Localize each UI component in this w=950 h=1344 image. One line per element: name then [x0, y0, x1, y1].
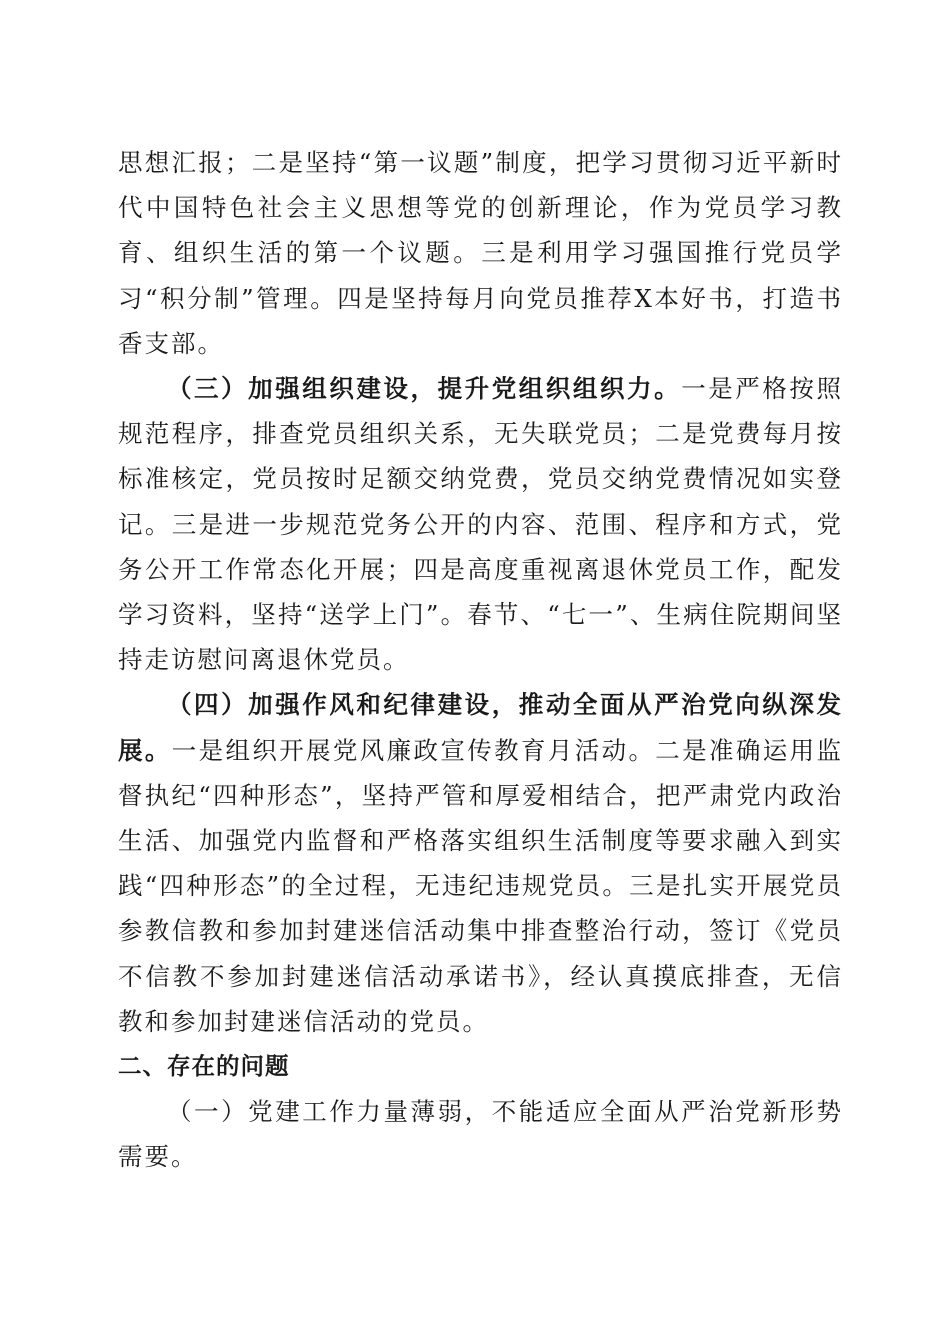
section-2-heading: 二、存在的问题: [118, 1052, 290, 1081]
paragraph-1: 思想汇报；二是坚持“第一议题”制度，把学习贯彻习近平新时代中国特色社会主义思想等党的创新理论，作为党员学习教育、组织生活的第一个议题。三是利用学习强国推行党员学习“积分制”管理。四是坚持每月向党员推荐X本好书，打造书香支部。: [118, 148, 843, 358]
document-body: [118, 140, 843, 1180]
paragraph-3: [118, 366, 843, 682]
paragraph-4: [118, 682, 843, 1044]
paragraph-3-body: 一是严格按照规范程序，排查党员组织关系，无失联党员；二是党费每月按标准核定，党员按时足额交纳党费，党员交纳党费情况如实登记。三是进一步规范党务公开的内容、范围、程序和方式，党务公开工作常态化开展；四是高度重视离退休党员工作，配发学习资料，坚持“送学上门”。春节、“七一”、生病住院期间坚持走访慰问离退休党员。: [118, 374, 843, 675]
paragraph-4-body: 一是组织开展党风廉政宣传教育月活动。二是准确运用监督执纪“四种形态”，坚持严管和厚爱相结合，把严肃党内政治生活、加强党内监督和严格落实组织生活制度等要求融入到实践“四种形态”的全过程，无违纪违规党员。三是扎实开展党员参教信教和参加封建迷信活动集中排查整治行动，签订《党员不信教不参加封建迷信活动承诺书》，经认真摸底排查，无信教和参加封建迷信活动的党员。: [118, 735, 844, 1036]
paragraph-3-title: （三）加强组织建设，提升党组织组织力。: [167, 374, 682, 404]
paragraph-5: （一）党建工作力量薄弱，不能适应全面从严治党新形势需要。: [118, 1097, 843, 1172]
paragraph-4-title: （四）加强作风和纪律建设，推动全面从严治党向纵深发展。: [118, 690, 843, 765]
